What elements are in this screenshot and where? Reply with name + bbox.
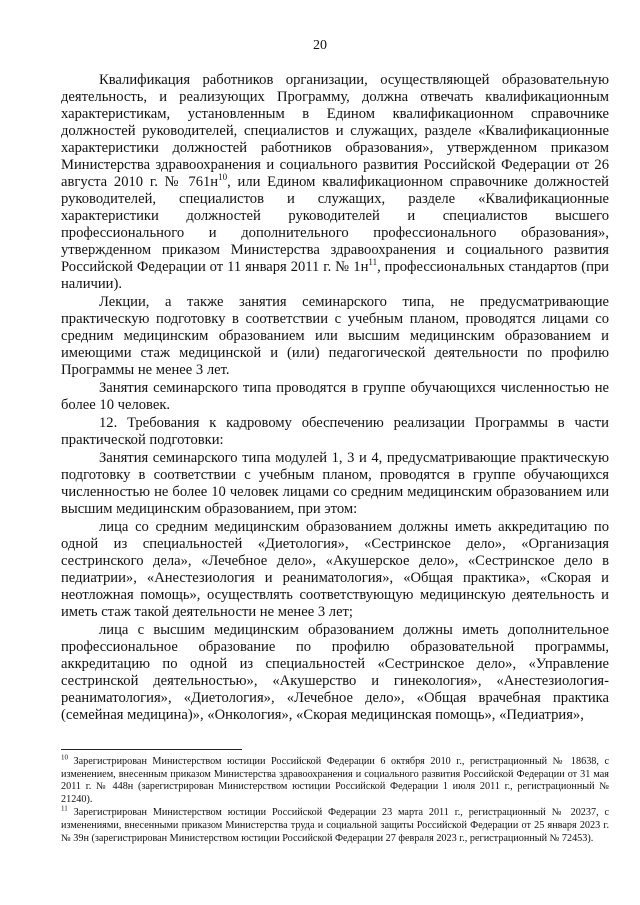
main-text — [61, 72, 609, 724]
paragraph-qualification: Квалификация работников организации, осуществляющей образовательную деятельность, и реализующих Программу, должна отвечать квалификационным характеристикам, установленным в Едином квалификационном справочнике должностей руководителей, специалистов и служащих, разделе «Квалификационные характеристики должностей работников образования», утвержденном приказом Министерства здравоохранения и социального развития Российской Федерации от 26 августа 2010 г. № $761н^{10}$, или Едином квалификационном справочнике должностей руководителей, специалистов и служащих, разделе «Квалификационные характеристики должностей руководителей и специалистов высшего профессионального и дополнительного профессионального образования», утвержденном приказом Министерства здравоохранения и социального развития Российской Федерации от 11 января 2011 г. № $1н^{11}$, профессиональных стандартов (при наличии). — [61, 72, 609, 292]
paragraph-secondary-education: лица со средним медицинским образованием должны иметь аккредитацию по одной из специальностей «Диетология», «Сестринское дело», «Организация сестринского дела», «Лечебное дело», «Акушерское дело», «Сестринское дело в педиатрии», «Анестезиология и реаниматология», «Общая практика», «Скорая и неотложная помощь», осуществлять соответствующую медицинскую деятельность и иметь стаж такой деятельности не менее 3 лет; — [61, 519, 609, 620]
footnote-11: $^{11}$ Зарегистрирован Министерством юстиции Российской Федерации 23 марта 2011 г., регистрационный № 20237, с изменениями, внесенными приказом Министерства труда и социальной защиты Российской Федерации от 25 января 2023 г. № 39н (зарегистрирован Министерством юстиции Российской Федерации 27 февраля 2023 г., регистрационный № 72453). — [61, 804, 609, 844]
footnotes — [61, 753, 609, 846]
footnote-divider — [61, 749, 242, 750]
paragraph-lectures: Лекции, а также занятия семинарского типа, не предусматривающие практическую подготовку в соответствии с учебным планом, проводятся лицами со средним медицинским образованием или высшим медицинским образованием и имеющими стаж медицинской и (или) педагогической деятельности по профилю Программы не менее 3 лет. — [61, 294, 609, 378]
footnote-ref-11: 11 — [368, 257, 378, 268]
page-number: 20 — [313, 38, 327, 53]
footnote-10: $^{10}$ Зарегистрирован Министерством юстиции Российской Федерации 6 октября 2010 г., регистрационный № 18638, с изменением, внесенным приказом Министерства здравоохранения и социального развития Российской Федерации от 31 мая 2011 г. № 448н (зарегистрирован Министерством юстиции Российской Федерации 1 июля 2011 г., регистрационный № 21240). — [61, 753, 609, 805]
paragraph-section-12: 12. Требования к кадровому обеспечению реализации Программы в части практической подготовки: — [61, 415, 609, 448]
footnote-ref-10: 10 — [218, 172, 228, 183]
paragraph-higher-education: лица с высшим медицинским образованием должны иметь дополнительное профессиональное образование по профилю образовательной программы, аккредитацию по одной из специальностей «Сестринское дело», «Управление сестринской деятельностью», «Акушерство и гинекология», «Анестезиология-реаниматология», «Диетология», «Лечебное дело», «Общая врачебная практика (семейная медицина)», «Онкология», «Скорая медицинская помощь», «Педиатрия», — [61, 622, 609, 723]
paragraph-seminar-modules: Занятия семинарского типа модулей 1, 3 и 4, предусматривающие практическую подготовку в соответствии с учебным планом, проводятся в группе обучающихся численностью не более 10 человек лицами со средним медицинским образованием или высшим медицинским образованием, при этом: — [61, 450, 609, 517]
paragraph-seminar-group: Занятия семинарского типа проводятся в группе обучающихся численностью не более 10 человек. — [61, 380, 609, 413]
